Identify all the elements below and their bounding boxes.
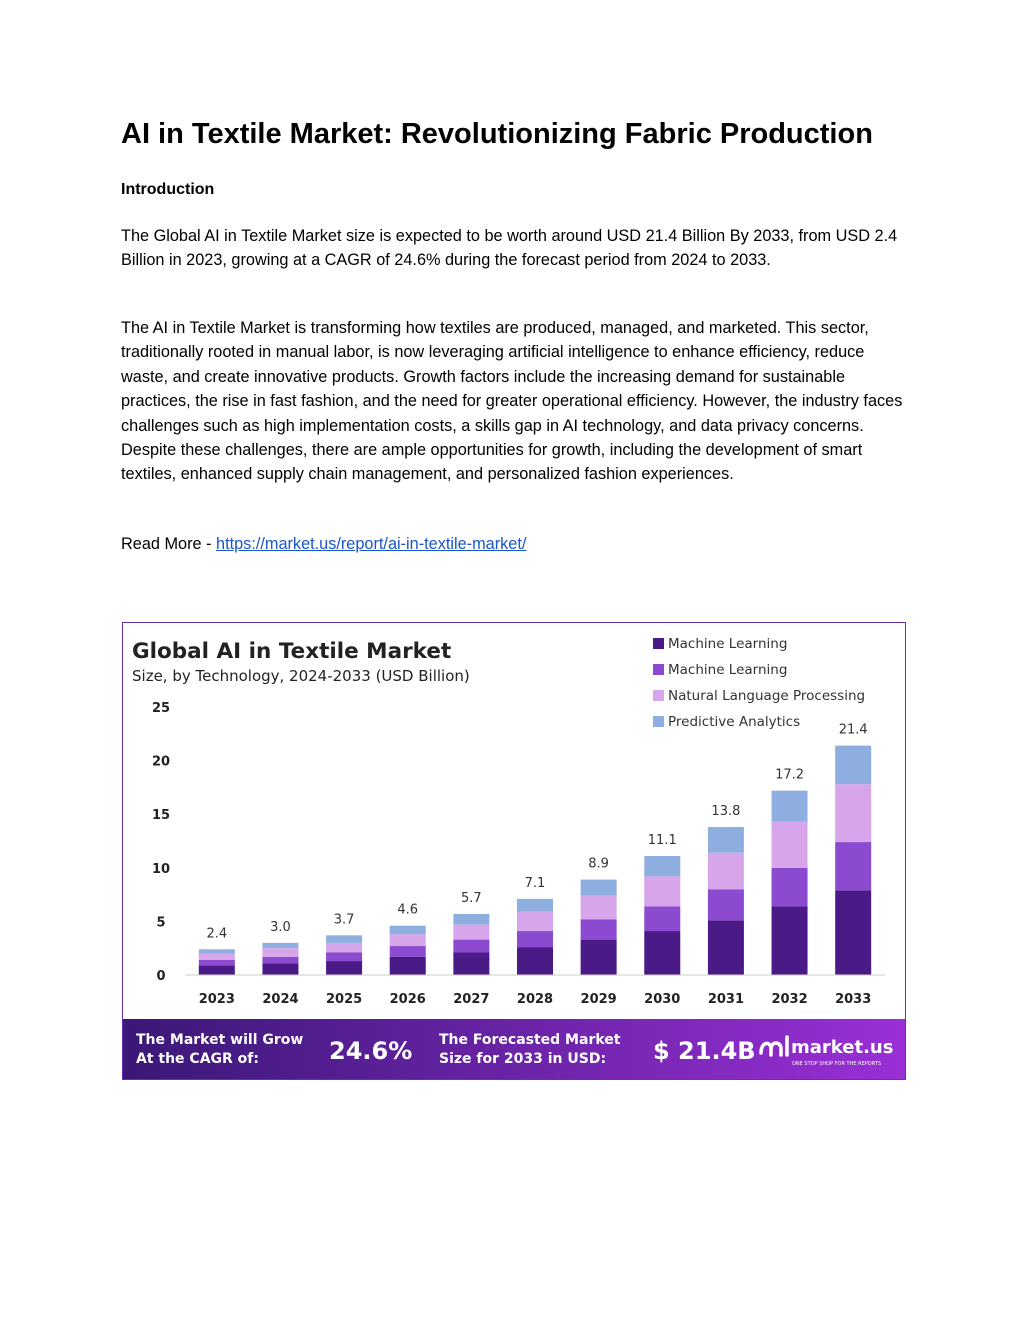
cagr-label-line2: At the CAGR of: [136,1051,259,1067]
forecast-value: $ 21.4B [653,1037,756,1065]
bar-segment [835,784,871,842]
bar-stack [326,935,362,975]
bar-segment [772,906,808,975]
bar-segment [772,822,808,868]
x-axis [199,992,872,1007]
bar-segment [644,931,680,975]
y-tick-label: 15 [151,808,171,824]
bar-segment [708,920,744,975]
bar-segment [262,943,298,948]
legend-label: Machine Learning [668,662,788,678]
x-tick-label: 2033 [835,992,872,1007]
x-tick-label: 2030 [644,992,681,1007]
bar-segment [326,935,362,943]
bar-segment [390,957,426,975]
bar-segment [326,943,362,953]
x-tick-label: 2025 [325,992,363,1007]
bar-segment [390,946,426,957]
bar-segment [390,926,426,935]
bar-segment [581,940,617,975]
bar-segment [326,952,362,961]
y-tick-label: 20 [151,754,171,770]
bar-segment [517,931,553,947]
legend-swatch [653,664,664,675]
bar-total-label: 4.6 [397,902,419,918]
y-tick-label: 5 [156,915,166,931]
legend-swatch [653,716,664,727]
bar-segment [262,963,298,975]
bar-segment [453,925,489,940]
cagr-value: 24.6% [329,1037,413,1065]
brand-tagline: ONE STOP SHOP FOR THE REPORTS [792,1061,882,1067]
bar-stack [199,949,235,975]
brand-name: market.us [791,1037,894,1058]
y-tick-label: 0 [156,969,166,984]
bar-segment [453,952,489,975]
bar-segment [517,899,553,912]
y-tick-label: 25 [151,701,171,716]
page-title: AI in Textile Market: Revolutionizing Fabric Production [121,118,873,150]
bar-segment [453,914,489,925]
bar-total-label: 3.0 [270,919,291,935]
bar-segment [517,947,553,975]
bar-total-label: 5.7 [461,890,482,906]
legend-swatch [653,690,664,701]
bar-total-label: 13.8 [711,804,741,820]
paragraph-market-overview: The AI in Textile Market is transforming how textiles are produced, managed, and marketed. This sector, traditionally rooted in manual labor, is now leveraging artificial intelligence to enhance efficiency, reduce waste, and create innovative products. Growth factors include the increasing demand for sustainable practices, the rise in fast fashion, and the need for greater operational efficiency. However, the industry faces challenges such as high implementation costs, a skills gap in AI technology, and data privacy concerns. Despite these challenges, there are ample opportunities for growth, including the development of smart textiles, enhanced supply chain management, and personalized fashion experiences. [121,319,903,484]
bar-total-label: 17.2 [775,767,805,783]
bar-segment [644,876,680,906]
bar-total-label: 7.1 [524,875,546,891]
bar-segment [199,954,235,960]
bar-stack [453,914,489,975]
x-tick-label: 2031 [707,992,745,1007]
bar-stack [262,943,298,975]
footer-banner [123,1019,905,1079]
forecast-label-line1: The Forecasted Market [439,1032,621,1048]
x-tick-label: 2032 [771,992,808,1007]
bar-segment [835,842,871,890]
bar-total-label: 21.4 [838,722,868,738]
bar-stack [517,899,553,975]
bar-segment [262,948,298,957]
section-heading: Introduction [121,181,215,198]
bar-segment [581,919,617,939]
bar-segment [581,896,617,920]
bar-segment [453,940,489,953]
chart-legend [653,636,865,730]
bar-segment [581,880,617,896]
bar-segment [708,889,744,920]
chart-title: Global AI in Textile Market [132,639,452,664]
bar-stack [708,827,744,975]
read-more [121,532,526,556]
x-tick-label: 2029 [580,992,617,1007]
cagr-label-line1: The Market will Grow [136,1032,304,1048]
y-axis [152,701,170,984]
y-tick-label: 10 [151,861,171,877]
bar-segment [772,868,808,907]
bar-segment [835,890,871,975]
bar-segment [390,934,426,946]
x-tick-label: 2023 [198,992,235,1007]
x-tick-label: 2026 [389,992,426,1007]
legend-swatch [653,638,664,649]
chart-subtitle: Size, by Technology, 2024-2033 (USD Billion) [132,667,470,685]
bar-stack [644,856,680,975]
bar-stack [835,746,871,975]
bar-total-label: 3.7 [333,912,355,928]
legend-label: Predictive Analytics [668,714,801,730]
bar-total-label: 11.1 [647,833,677,849]
x-tick-label: 2028 [516,992,554,1007]
legend-label: Machine Learning [668,636,788,652]
read-more-link[interactable]: https://market.us/report/ai-in-textile-market/ [216,535,527,553]
bars [199,723,871,975]
x-tick-label: 2024 [262,992,299,1007]
bar-segment [835,746,871,785]
bar-stack [390,926,426,975]
x-tick-label: 2027 [453,992,490,1007]
forecast-label-line2: Size for 2033 in USD: [439,1051,607,1067]
bar-stack [581,880,617,975]
paragraph-market-size: The Global AI in Textile Market size is expected to be worth around USD 21.4 Billion By 2033, from USD 2.4 Billion in 2023, growing at a CAGR of 24.6% during the forecast period from 2024 to 2033. [121,227,898,270]
market-infographic [122,622,906,1080]
bar-segment [644,906,680,931]
bar-segment [199,965,235,975]
bar-segment [199,960,235,965]
bar-segment [772,791,808,822]
bar-segment [262,957,298,963]
bar-segment [326,961,362,975]
bar-total-label: 8.9 [588,856,609,872]
bar-total-label: 2.4 [206,926,228,942]
bar-stack [772,791,808,975]
bar-segment [517,912,553,931]
legend-label: Natural Language Processing [668,688,866,704]
bar-segment [708,827,744,853]
stacked-bar-chart [123,623,905,1079]
bar-segment [199,949,235,953]
bar-segment [644,856,680,876]
bar-segment [708,853,744,889]
read-more-label: Read More - [121,535,217,553]
